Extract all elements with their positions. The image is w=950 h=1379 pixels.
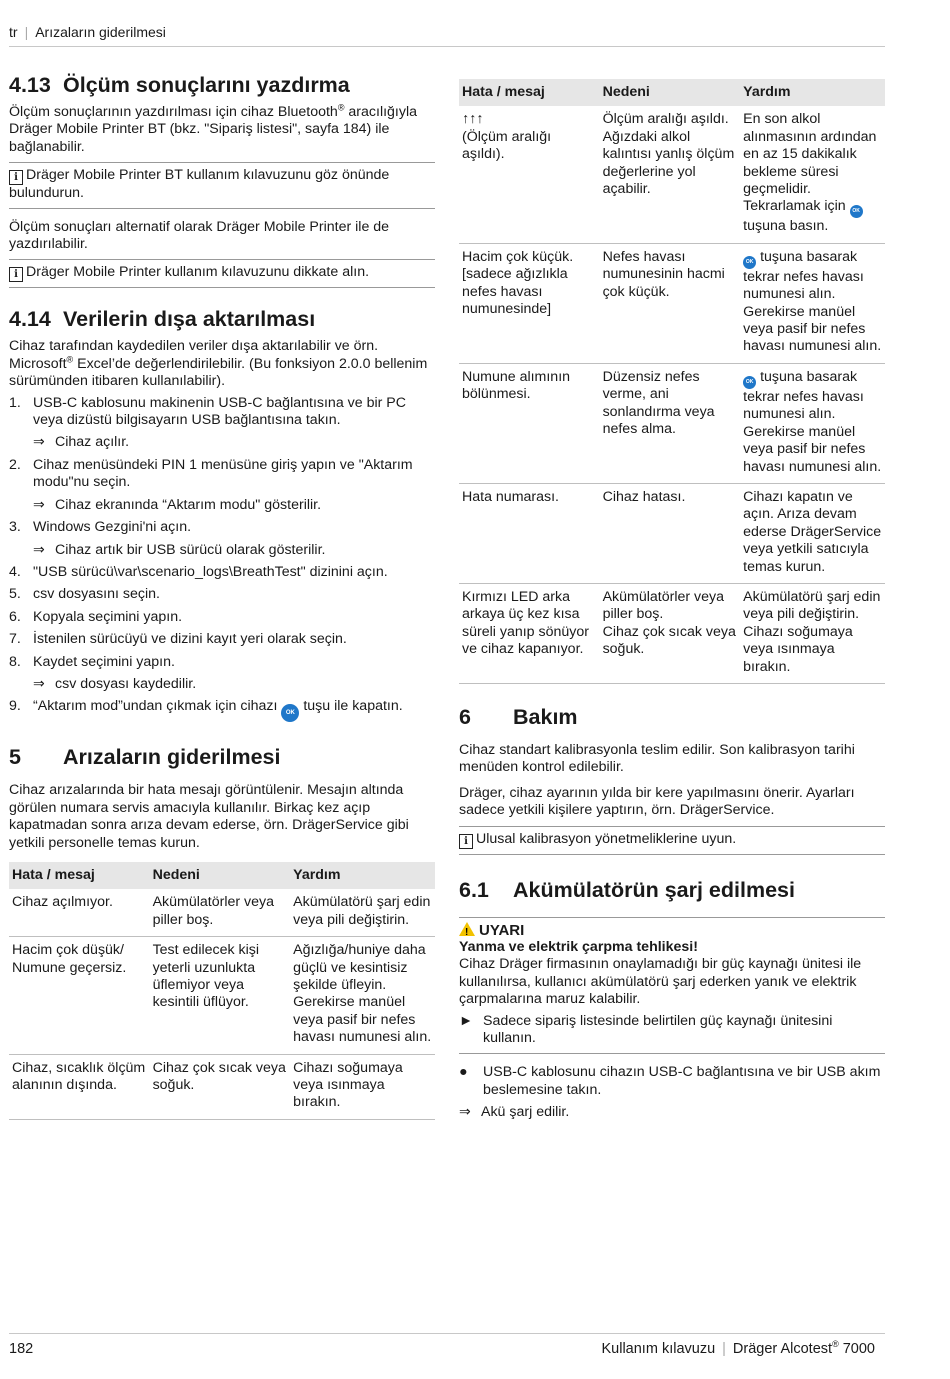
- table-cell: En son alkol alınmasının ardından en az 15 dakikalık bekleme süresi geçmelidir. Tekrarlamak için OK tuşuna basın.: [740, 106, 885, 243]
- step-8-result: ⇒ csv dosyası kaydedilir.: [33, 675, 197, 692]
- info-note-calibration: i Ulusal kalibrasyon yönetmeliklerine uyun.: [459, 826, 885, 855]
- section-6-paragraph-2: Dräger, cihaz ayarının yılda bir kere yapılmasını önerir. Ayarları sadece yetkili kişilere yaptırın, örn. DrägerService.: [459, 784, 855, 819]
- warning-text: Cihaz Dräger firmasının onaylamadığı bir güç kaynağı ünitesi ile kullanılırsa, kullanıcı akümülatörü şarj ederken yanık ve elektrik çarpmalarına maruz kalabilir.: [459, 956, 862, 1008]
- section-4-13-paragraph-1: Ölçüm sonuçlarının yazdırılması için cihaz Bluetooth® aracılığıyla Dräger Mobile Printer BT (bkz. "Sipariş listesi", sayfa 184) ile bağlanabilir.: [9, 102, 418, 155]
- table-cell: Test edilecek kişi yeterli uzunlukta üflemiyor veya kesintili üflüyor.: [150, 937, 291, 1054]
- bullet-icon: ●: [459, 1064, 468, 1081]
- info-icon: i: [459, 834, 473, 849]
- step-5: 5. csv dosyasını seçin.: [9, 586, 160, 603]
- section-5-heading: 5 Arızaların giderilmesi: [9, 745, 281, 770]
- column-header-error: Hata / mesaj: [459, 79, 600, 106]
- step-9: 9. “Aktarım mod”undan çıkmak için cihazı OK tuşu ile kapatın.: [9, 698, 435, 722]
- step-4: 4. "USB sürücü\var\scenario_logs\BreathTest" dizinini açın.: [9, 563, 388, 580]
- table-row: [459, 583, 885, 683]
- page-number: 182: [9, 1341, 34, 1357]
- info-note-1: i Dräger Mobile Printer BT kullanım kılavuzunu göz önünde bulundurun.: [9, 162, 435, 208]
- column-header-remedy: Yardım: [740, 79, 885, 106]
- table-row: [9, 889, 435, 936]
- page-footer: [9, 1333, 885, 1358]
- header-separator: |: [24, 24, 29, 40]
- table-cell: Ağızlığa/huniye daha güçlü ve kesintisiz şekilde üfleyin. Gerekirse manüel veya pasif bir nefes havası numunesi alın.: [290, 937, 435, 1054]
- table-cell: Hacim çok düşük/ Numune geçersiz.: [9, 937, 150, 1054]
- warning-triangle-icon: !: [459, 922, 475, 936]
- ok-button-icon: OK: [281, 704, 299, 722]
- step-2: 2. Cihaz menüsündeki PIN 1 menüsüne giriş yapın ve "Aktarım modu"nu seçin.: [9, 456, 413, 491]
- ok-button-icon: OK: [743, 256, 756, 269]
- table-cell: Cihaz açılmıyor.: [9, 889, 150, 936]
- table-cell: OK tuşuna basarak tekrar nefes havası numunesi alın. Gerekirse manüel veya pasif bir nefes havası numunesi alın.: [740, 363, 885, 483]
- warning-box: [459, 917, 885, 1055]
- table-cell: Ölçüm aralığı aşıldı. Ağızdaki alkol kalıntısı yanlış ölçüm değerlerine yol açabilir.: [600, 106, 741, 243]
- warning-title: ! UYARI: [459, 922, 885, 939]
- step-7: 7. İstenilen sürücüyü ve dizini kayıt yeri olarak seçin.: [9, 631, 347, 648]
- action-arrow-icon: ►: [459, 1012, 474, 1029]
- table-cell: Cihazı soğumaya veya ısınmaya bırakın.: [290, 1054, 435, 1119]
- step-3-result: ⇒ Cihaz artık bir USB sürücü olarak gösterilir.: [33, 541, 326, 558]
- table-cell: Akümülatörü şarj edin veya pili değiştirin. Cihazı soğumaya veya ısınmaya bırakın.: [740, 583, 885, 683]
- column-header-cause: Nedeni: [600, 79, 741, 106]
- table-cell: Kırmızı LED arka arkaya üç kez kısa süreli yanıp sönüyor ve cihaz kapanıyor.: [459, 583, 600, 683]
- table-cell: Hacim çok küçük. [sadece ağızlıkla nefes havası numunesinde]: [459, 243, 600, 363]
- table-header-row: [459, 79, 885, 106]
- table-cell: Cihaz çok sıcak veya soğuk.: [150, 1054, 291, 1119]
- section-4-14-heading: 4.14 Verilerin dışa aktarılması: [9, 307, 316, 332]
- troubleshooting-table-right: [459, 79, 885, 684]
- ok-button-icon: OK: [743, 376, 756, 389]
- table-cell: Akümülatörü şarj edin veya pili değiştirin.: [290, 889, 435, 936]
- section-6-1-heading: 6.1 Akümülatörün şarj edilmesi: [459, 877, 795, 902]
- step-1: 1. USB-C kablosunu makinenin USB-C bağlantısına ve bir PC veya dizüstü bilgisayarın USB bağlantısına takın.: [9, 394, 406, 429]
- step-3: 3. Windows Gezgini'ni açın.: [9, 519, 192, 536]
- column-header-cause: Nedeni: [150, 862, 291, 889]
- section-4-13-heading: 4.13 Ölçüm sonuçlarını yazdırma: [9, 73, 350, 97]
- step-2-result: ⇒ Cihaz ekranında “Aktarım modu" gösterilir.: [33, 496, 322, 513]
- section-6-paragraph-1: Cihaz standart kalibrasyonla teslim edilir. Son kalibrasyon tarihi menüden kontrol edilebilir.: [459, 741, 855, 776]
- table-row: [459, 483, 885, 583]
- table-cell: Akümülatörler veya piller boş. Cihaz çok sıcak veya soğuk.: [600, 583, 741, 683]
- header-section-title: Arızaların giderilmesi: [35, 24, 166, 40]
- step-8: 8. Kaydet seçimini yapın.: [9, 653, 175, 670]
- page-header: [9, 24, 885, 47]
- footer-title: Kullanım kılavuzu | Dräger Alcotest® 7000: [601, 1339, 875, 1357]
- info-icon: i: [9, 170, 23, 185]
- table-row: [459, 243, 885, 363]
- charging-result: ⇒ Akü şarj edilir.: [459, 1104, 570, 1121]
- table-row: [459, 106, 885, 243]
- ok-button-icon: OK: [850, 205, 863, 218]
- table-row: [9, 937, 435, 1054]
- column-header-remedy: Yardım: [290, 862, 435, 889]
- table-header-row: [9, 862, 435, 889]
- table-cell: Hata numarası.: [459, 483, 600, 583]
- step-1-result: ⇒ Cihaz açılır.: [33, 434, 130, 451]
- table-cell: Akümülatörler veya piller boş.: [150, 889, 291, 936]
- warning-action: ► Sadece sipariş listesinde belirtilen güç kaynağı ünitesini kullanın.: [459, 1012, 833, 1047]
- table-cell: OK tuşuna basarak tekrar nefes havası numunesi alın. Gerekirse manüel veya pasif bir nefes havası numunesi alın.: [740, 243, 885, 363]
- warning-subtitle: Yanma ve elektrik çarpma tehlikesi!: [459, 939, 698, 955]
- table-row: [459, 363, 885, 483]
- section-6-heading: 6 Bakım: [459, 704, 578, 729]
- column-header-error: Hata / mesaj: [9, 862, 150, 889]
- right-column: [459, 79, 885, 1122]
- export-steps-list: [9, 395, 435, 723]
- language-code: tr: [9, 24, 18, 40]
- step-6: 6. Kopyala seçimini yapın.: [9, 608, 183, 625]
- table-cell: Cihaz hatası.: [600, 483, 741, 583]
- info-icon: i: [9, 267, 23, 282]
- bullet-item: ● USB-C kablosunu cihazın USB-C bağlantısına ve bir USB akım beslemesine takın.: [459, 1064, 881, 1098]
- section-4-13-paragraph-2: Ölçüm sonuçları alternatif olarak Dräger Mobile Printer ile de yazdırılabilir.: [9, 218, 390, 253]
- left-column: [9, 72, 435, 1120]
- table-row: [9, 1054, 435, 1119]
- table-cell: Cihazı kapatın ve açın. Arıza devam ederse DrägerService veya yetkili satıcıyla temas kurun.: [740, 483, 885, 583]
- table-cell: ↑↑↑ (Ölçüm aralığı aşıldı).: [459, 106, 600, 243]
- table-cell: Düzensiz nefes verme, ani sonlandırma veya nefes alma.: [600, 363, 741, 483]
- section-4-14-paragraph: Cihaz tarafından kaydedilen veriler dışa aktarılabilir ve örn. Microsoft® Excel’de değerlendirilebilir. (Bu fonksiyon 2.0.0 bellenim sürümünden itibaren kullanılabilir).: [9, 338, 428, 390]
- section-5-paragraph: Cihaz arızalarında bir hata mesajı görüntülenir. Mesajın altında görülen numara servis amacıyla kullanılır. Birkaç kez açıp kapatmadan sonra arıza devam ederse, örn. DrägerService gibi yetkili personelle temas kurun.: [9, 782, 409, 851]
- table-cell: Nefes havası numunesinin hacmi çok küçük.: [600, 243, 741, 363]
- table-cell: Cihaz, sıcaklık ölçüm alanının dışında.: [9, 1054, 150, 1119]
- table-cell: Numune alımının bölünmesi.: [459, 363, 600, 483]
- troubleshooting-table-left: [9, 862, 435, 1120]
- info-note-2: i Dräger Mobile Printer kullanım kılavuzunu dikkate alın.: [9, 259, 435, 288]
